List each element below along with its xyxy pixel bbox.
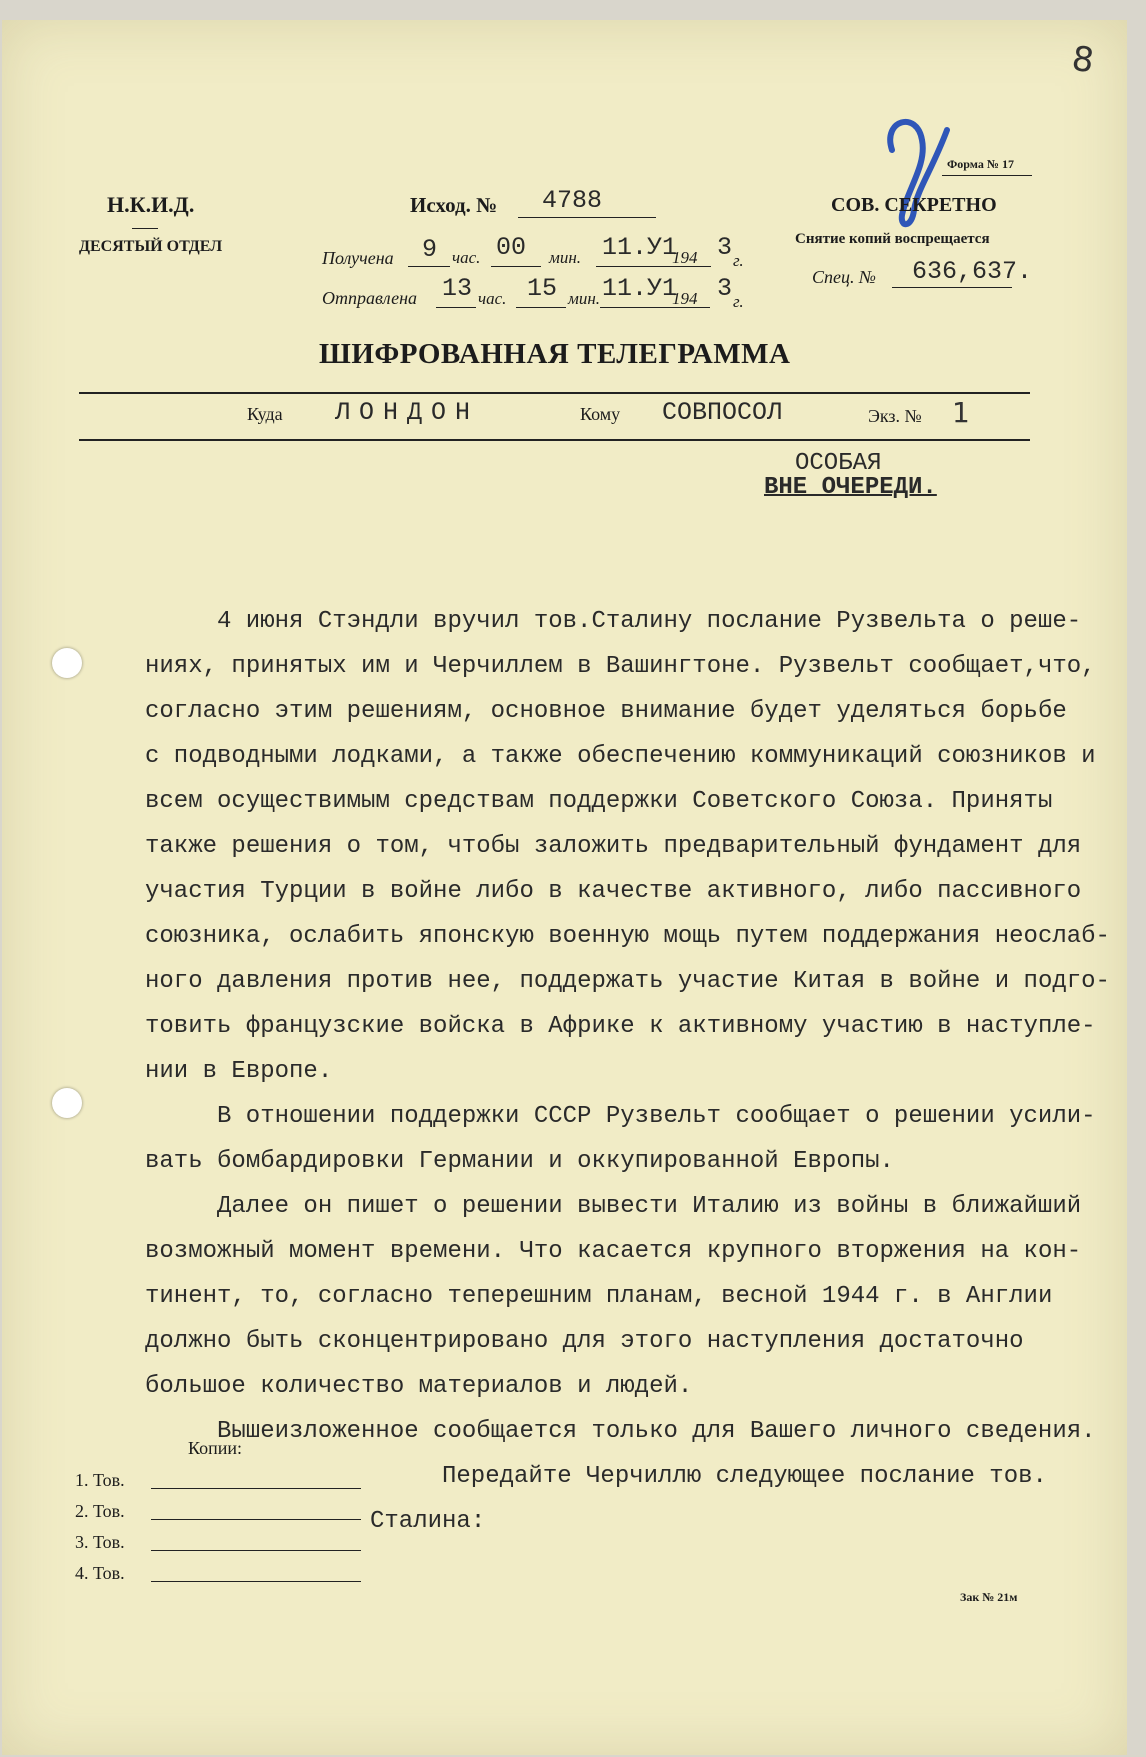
recipient-value: СОВПОСОЛ [662,398,783,427]
body-line: союзника, ослабить японскую военную мощь путем поддержания неослаб- [145,923,1110,950]
copy-number-value: 1 [952,396,970,429]
form-number: Форма № 17 [947,157,1014,171]
ministry-label: Н.К.И.Д. [107,192,195,217]
copy-prohibition-note: Снятие копий воспрещается [795,231,990,247]
page-number: 8 [1069,38,1097,82]
sent-minute: 15 [527,274,558,303]
received-label: Получена [322,248,394,268]
body-line: ниях, принятых им и Черчиллем в Вашингтоне. Рузвельт сообщает,что, [145,653,1096,680]
bottom-rule [79,439,1030,441]
document-title: ШИФРОВАННАЯ ТЕЛЕГРАММА [319,338,791,370]
sent-minute-unit: мин. [568,289,601,308]
top-rule [79,392,1030,394]
sent-year-prefix: 194 [672,289,698,308]
copy-number-label: Экз. № [868,406,922,426]
body-line: согласно этим решениям, основное внимание будет уделяться борьбе [145,698,1067,725]
received-minute: 00 [496,233,527,262]
body-line: товить французские войска в Африке к активному участию в наступле- [145,1013,1096,1040]
body-line: нии в Европе. [145,1058,333,1085]
body-line: Сталина: [370,1508,486,1535]
order-number: Зак № 21м [960,1590,1018,1604]
classification-label: СОВ. СЕКРЕТНО [831,194,997,216]
body-line: всем осуществимым средствам поддержки Советского Союза. Приняты [145,788,1053,815]
punch-hole-top [52,648,82,678]
body-line: тинент, то, согласно теперешним планам, весной 1944 г. в Англии [145,1283,1053,1310]
body-line: большое количество материалов и людей. [145,1373,693,1400]
body-line: 4 июня Стэндли вручил тов.Сталину послание Рузвельта о реше- [217,608,1082,635]
outgoing-number-value: 4788 [542,186,603,215]
copies-heading: Копии: [188,1438,243,1458]
document-page [2,20,1127,1755]
sent-hour: 13 [442,274,473,303]
received-minute-unit: мин. [549,248,582,267]
copy-line-3: 3. Тов. [75,1532,125,1552]
destination-label: Куда [247,404,283,424]
destination-value: ЛОНДОН [335,398,480,427]
priority-special: ОСОБАЯ [795,450,882,477]
body-line: В отношении поддержки СССР Рузвельт сообщает о решении усили- [217,1103,1096,1130]
body-line: также решения о том, чтобы заложить предварительный фундамент для [145,833,1082,860]
copy-line-2: 2. Тов. [75,1501,125,1521]
sent-year-unit: г. [733,292,744,311]
department-label: ДЕСЯТЫЙ ОТДЕЛ [79,238,223,255]
received-date: 11.У1 [602,233,678,262]
special-number-value: 636,637. [912,257,1033,286]
sent-date: 11.У1 [602,274,678,303]
body-line: ного давления против нее, поддержать участие Китая в войне и подго- [145,968,1110,995]
sent-label: Отправлена [322,288,418,308]
received-year-prefix: 194 [672,248,698,267]
priority-urgent: ВНЕ ОЧЕРЕДИ. [764,474,937,501]
sent-hour-unit: час. [478,289,507,308]
received-year-unit: г. [733,251,744,270]
copy-line-1: 1. Тов. [75,1470,125,1490]
sent-year-digit: 3 [717,274,733,303]
punch-hole-bottom [52,1088,82,1118]
recipient-label: Кому [580,404,621,424]
body-line: Передайте Черчиллю следующее послание тов. [442,1463,1047,1490]
copy-line-4: 4. Тов. [75,1563,125,1583]
body-line: возможный момент времени. Что касается крупного вторжения на кон- [145,1238,1082,1265]
received-hour-unit: час. [452,248,481,267]
body-line: Далее он пишет о решении вывести Италию из войны в ближайший [217,1193,1082,1220]
body-line: с подводными лодками, а также обеспечению коммуникаций союзников и [145,743,1096,770]
body-line: вать бомбардировки Германии и оккупированной Европы. [145,1148,894,1175]
body-line: Вышеизложенное сообщается только для Вашего личного сведения. [217,1418,1096,1445]
special-number-label: Спец. № [812,267,876,287]
received-hour: 9 [422,235,438,264]
outgoing-number-label: Исход. № [410,193,498,217]
body-line: должно быть сконцентрировано для этого наступления достаточно [145,1328,1024,1355]
body-line: участия Турции в войне либо в качестве активного, либо пассивного [145,878,1082,905]
received-year-digit: 3 [717,233,733,262]
